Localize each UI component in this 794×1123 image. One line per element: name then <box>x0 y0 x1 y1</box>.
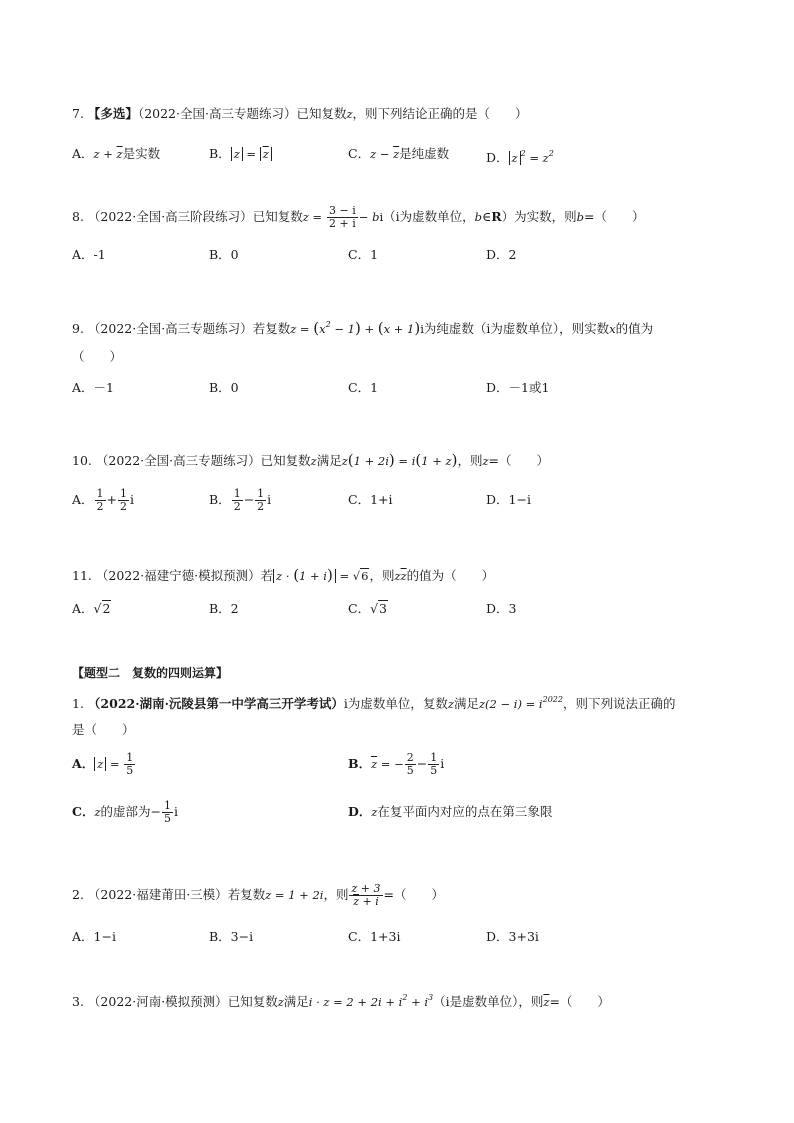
option-c[interactable]: C．1+3i <box>348 929 401 944</box>
option-a[interactable]: A． z = $\frac{1}{5}$ <box>72 751 134 777</box>
option-c[interactable]: C．√3 <box>348 601 387 616</box>
question-stem: 7. 【多选】（2022·全国·高三专题练习）已知复数z，则下列结论正确的是（ ） <box>72 106 528 121</box>
option-b[interactable]: B． $\frac{1}{2}$ − $\frac{1}{2}$ i <box>209 487 272 513</box>
option-d[interactable]: D．3 <box>486 601 517 616</box>
question-stem: 2. （2022·福建莆田·三模）若复数z = 1 + 2i，则 $\frac{z + 3}{\overline{z} + i}$ =（ ） <box>72 882 444 908</box>
option-c[interactable]: C．z的虚部为− $\frac{1}{5}$ i <box>72 799 179 825</box>
option-d[interactable]: D．z在复平面内对应的点在第三象限 <box>348 804 553 819</box>
question-7 <box>72 104 734 169</box>
option-b[interactable]: B．0 <box>209 247 239 262</box>
options <box>72 922 734 952</box>
options <box>72 139 734 169</box>
option-c[interactable]: C．1 <box>348 247 379 262</box>
options <box>72 373 734 403</box>
section-question-3 <box>72 988 734 1012</box>
question-stem: 1. （2022·湖南·沅陵县第一中学高三开学考试）i为虚数单位，复数z满足$z(2 - i) = i^{2022}$，则下列说法正确的 <box>72 695 676 711</box>
option-a[interactable]: A．$z + \overline{z}$是实数 <box>72 146 161 161</box>
question-stem: 10. （2022·全国·高三专题练习）已知复数z满足z(1 + 2i) = i(1 + z)，则z=（ ） <box>72 451 550 469</box>
option-c[interactable]: C．1 <box>348 380 379 395</box>
option-c[interactable]: C．$z - \overline{z}$是纯虚数 <box>348 146 450 161</box>
option-a[interactable]: A．-1 <box>72 247 106 262</box>
option-d[interactable]: D． z $^2 = z^2$ <box>486 149 554 165</box>
question-stem: 3. （2022·河南·模拟预测）已知复数z满足$i \cdot z = 2 + 2i + i^2 + i^3(i$是虚数单位），则$\overline{z}=$（ ） <box>72 993 610 1009</box>
question-11 <box>72 565 734 624</box>
option-d[interactable]: D．2 <box>486 247 517 262</box>
section-question-2 <box>72 883 734 952</box>
options <box>72 594 734 624</box>
options <box>72 483 734 517</box>
question-8 <box>72 205 734 270</box>
question-stem: 11. （2022·福建宁德·模拟预测）若 z · (1 + i) = √6，则$z\overline{z}$的值为（ ） <box>72 566 495 584</box>
option-d[interactable]: D．1−i <box>486 492 531 507</box>
option-a[interactable]: A． $\frac{1}{2}$ + $\frac{1}{2}$ i <box>72 487 135 513</box>
options <box>72 748 734 836</box>
section-title: 【题型二 复数的四则运算】 <box>72 666 229 680</box>
question-9 <box>72 315 734 403</box>
question-stem: 8. （2022·全国·高三阶段练习）已知复数z = $\frac{3 - i}{2 + i}$ − bi（i为虚数单位，b∈R）为实数，则b=（ ） <box>72 204 645 230</box>
option-d[interactable]: D．3+3i <box>486 929 539 944</box>
question-stem: 9. （2022·全国·高三专题练习）若复数$z = (x^2 - 1) + (x + 1)i$为纯虚数（i为虚数单位），则实数x的值为 <box>72 319 654 337</box>
option-d[interactable]: D．－1或1 <box>486 380 550 395</box>
option-b[interactable]: B．3−i <box>209 929 254 944</box>
option-c[interactable]: C．1+i <box>348 492 393 507</box>
option-a[interactable]: A．√2 <box>72 601 111 616</box>
options <box>72 240 734 270</box>
option-a[interactable]: A．1−i <box>72 929 116 944</box>
question-paren: （ ） <box>72 349 123 364</box>
option-a[interactable]: A．－1 <box>72 380 114 395</box>
option-b[interactable]: B．2 <box>209 601 239 616</box>
question-stem-line2: 是（ ） <box>72 722 135 737</box>
question-10 <box>72 450 734 517</box>
section-question-1 <box>72 690 734 836</box>
option-b[interactable]: B． $z = \overline{z}$ <box>209 139 272 169</box>
option-b[interactable]: B．$\overline{z}$ = − $\frac{2}{5}$ − $\frac{1}{5}$ i <box>348 751 445 777</box>
option-b[interactable]: B．0 <box>209 380 239 395</box>
